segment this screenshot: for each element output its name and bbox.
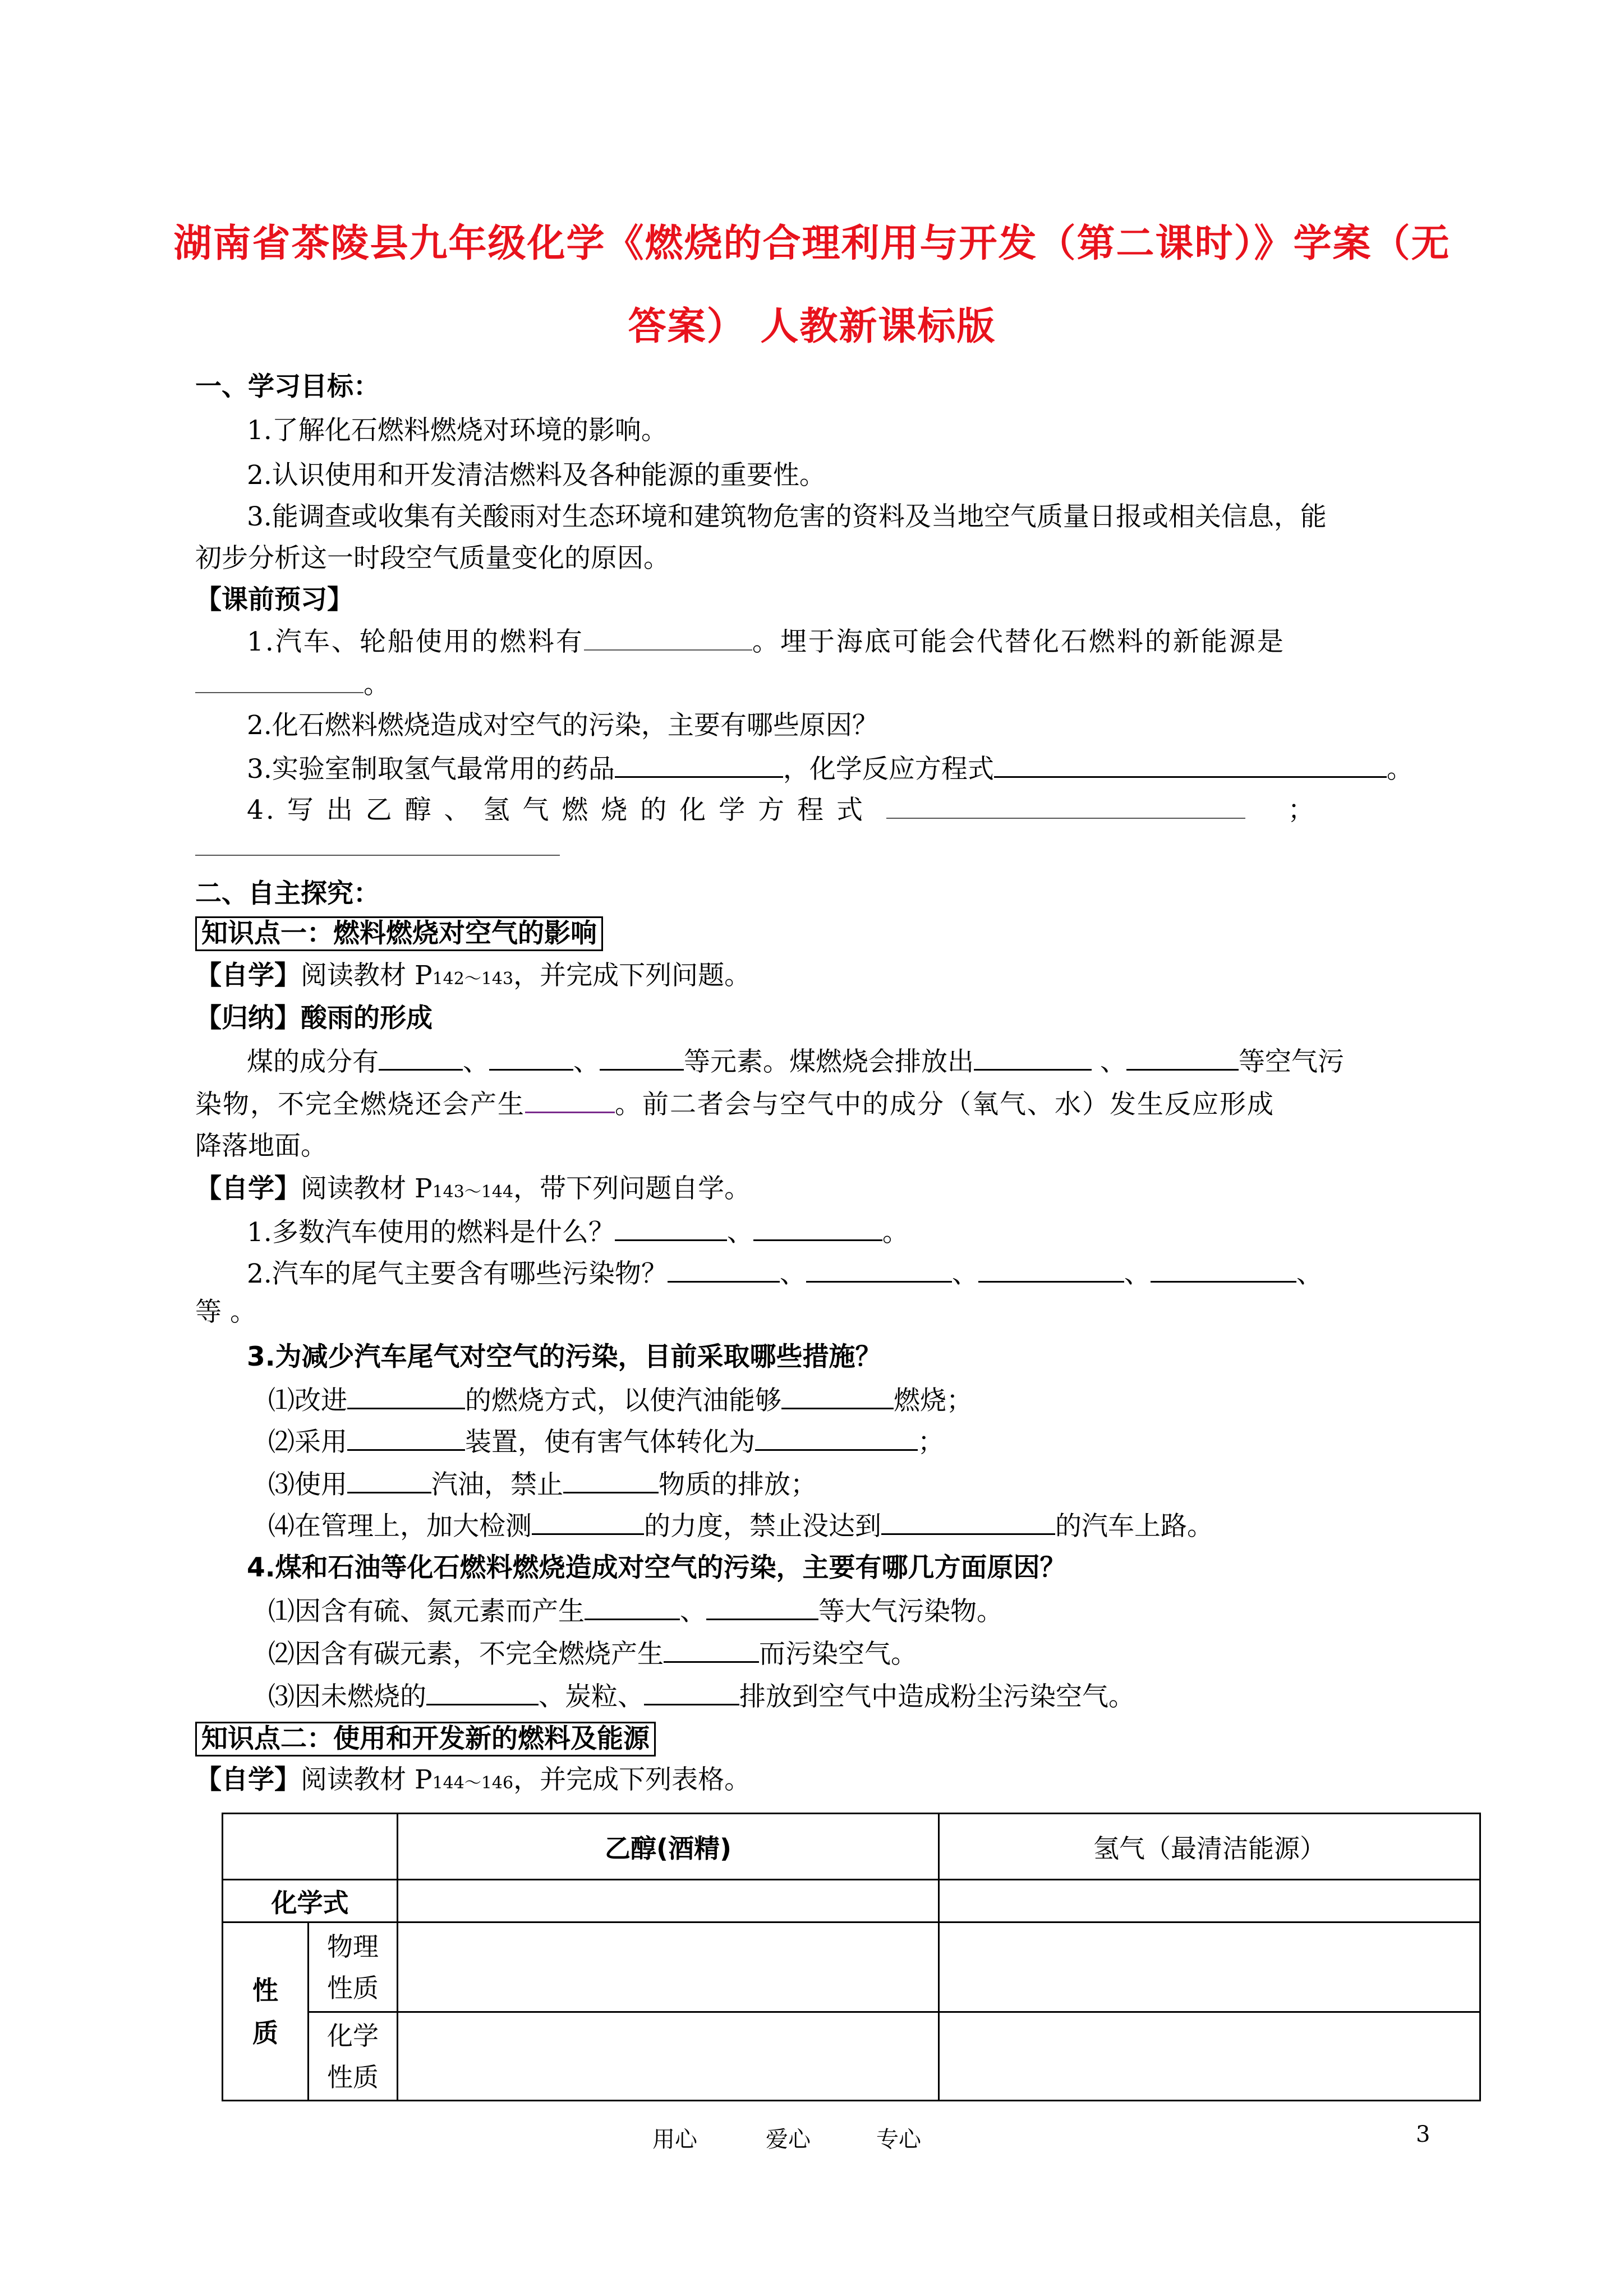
table-row-formula-label: 化学式 — [223, 1880, 398, 1922]
self-study-2-text: 阅读教材 P — [301, 1173, 433, 1204]
self-study-3-pages: 144～146 — [432, 1773, 514, 1793]
blank-measure-1a[interactable] — [347, 1383, 465, 1409]
table-header-ethanol: 乙醇(酒精) — [398, 1814, 939, 1880]
reason-2-b: 而污染空气。 — [759, 1639, 917, 1670]
measure-4-a: ⑷在管理上，加大检测 — [268, 1511, 532, 1542]
blank-incomplete-combustion[interactable] — [525, 1087, 615, 1113]
table-cell-ethanol-formula[interactable] — [398, 1880, 939, 1922]
summary — [195, 1002, 1429, 1035]
goal-3b: 初步分析这一时段空气质量变化的原因。 — [195, 543, 670, 574]
blank-measure-1b[interactable] — [781, 1383, 894, 1409]
physical-label-1: 物理 — [327, 1931, 379, 1962]
blank-car-fuel-1[interactable] — [615, 1215, 727, 1241]
blank-measure-3a[interactable] — [347, 1467, 431, 1493]
measures-question: 3.为减少汽车尾气对空气的污染，目前采取哪些措施？ — [247, 1341, 882, 1372]
blank-coal-element-1[interactable] — [379, 1044, 463, 1071]
self-study-2-pages: 143～144 — [432, 1182, 514, 1202]
car-q2-cont: 等 。 — [195, 1297, 256, 1327]
knowledge-point-1-box: 知识点一：燃料燃烧对空气的影响 — [195, 916, 603, 951]
footer-motto-2: 爱心 — [766, 2127, 811, 2152]
car-q2-sep-4: 、 — [1296, 1258, 1323, 1289]
car-q1-end: 。 — [882, 1217, 909, 1248]
blank-coal-element-2[interactable] — [489, 1044, 573, 1071]
blank-combustion-equation[interactable] — [886, 793, 1245, 819]
table-corner-cell — [223, 1814, 398, 1880]
self-study-1-rest: ，并完成下列问题。 — [513, 960, 751, 991]
coal-text-d: 等空气污 — [1238, 1046, 1344, 1077]
reason-1-a: ⑴因含有硫、氮元素而产生 — [268, 1596, 585, 1627]
coal-line-2 — [195, 1087, 1429, 1122]
blank-coal-emission-2[interactable] — [1126, 1044, 1239, 1071]
knowledge-point-1 — [195, 916, 1429, 951]
table-cell-hydrogen-chemical[interactable] — [939, 2012, 1480, 2101]
self-study-3-rest: ，并完成下列表格。 — [513, 1764, 751, 1795]
blank-hydrogen-equation[interactable] — [994, 751, 1387, 778]
preview-q1 — [247, 625, 1481, 659]
blank-coal-emission-1[interactable] — [974, 1044, 1092, 1071]
blank-measure-4a[interactable] — [532, 1509, 644, 1535]
measure-1-c: 燃烧； — [894, 1385, 973, 1416]
self-study-2 — [195, 1172, 1429, 1209]
coal-text-b: 等元素。煤燃烧会排放出 — [684, 1046, 974, 1077]
reasons-question: 4.煤和石油等化石燃料燃烧造成对空气的污染，主要有哪几方面原因？ — [247, 1552, 1066, 1583]
goal-2: 2.认识使用和开发清洁燃料及各种能源的重要性。 — [247, 460, 826, 491]
car-q2 — [247, 1256, 1481, 1291]
coal-text-a: 煤的成分有 — [247, 1046, 379, 1077]
preview-q2: 2.化石燃料燃烧造成对空气的污染，主要有哪些原因？ — [247, 710, 878, 741]
coal-line-1 — [247, 1044, 1481, 1079]
car-q2-sep-3: 、 — [1124, 1258, 1151, 1289]
property-label-1: 性 — [252, 1975, 278, 2005]
reason-1-sep: 、 — [680, 1596, 706, 1627]
reason-1-b: 等大气污染物。 — [818, 1596, 1003, 1627]
blank-exhaust-2[interactable] — [806, 1256, 952, 1283]
measure-3-a: ⑶使用 — [268, 1469, 347, 1500]
self-study-3-text: 阅读教材 P — [301, 1764, 433, 1795]
blank-exhaust-1[interactable] — [668, 1256, 780, 1283]
table-cell-hydrogen-physical[interactable] — [939, 1922, 1480, 2012]
measure-2-b: 装置，使有害气体转化为 — [465, 1427, 755, 1458]
table-row-chemical-label — [309, 2012, 398, 2101]
reason-2 — [268, 1636, 1502, 1671]
car-q2-sep-1: 、 — [779, 1258, 806, 1289]
self-study-1-tag: 【自学】 — [195, 960, 301, 991]
goal-3a: 3.能调查或收集有关酸雨对生态环境和建筑物危害的资料及当地空气质量日报或相关信息，能 — [247, 501, 1327, 532]
blank-exhaust-4[interactable] — [1151, 1256, 1296, 1283]
coal-line-3: 降落地面。 — [195, 1131, 327, 1161]
table-cell-hydrogen-formula[interactable] — [939, 1880, 1480, 1922]
section2-heading: 二、自主探究： — [195, 878, 380, 909]
self-study-1-pages: 142～143 — [432, 969, 514, 989]
preview-q1-text-a: 1.汽车、轮船使用的燃料有 — [247, 626, 584, 657]
blank-measure-4b[interactable] — [881, 1509, 1055, 1535]
self-study-3 — [195, 1763, 1429, 1800]
blank-exhaust-3[interactable] — [978, 1256, 1124, 1283]
reason-3-b: 、炭粒、 — [539, 1681, 644, 1712]
blank-car-fuel-2[interactable] — [753, 1215, 882, 1241]
self-study-2-tag: 【自学】 — [195, 1173, 301, 1204]
preview-q3-text-b: ，化学反应方程式 — [783, 754, 994, 785]
table-row-physical-label — [309, 1922, 398, 2012]
measure-3-c: 物质的排放； — [659, 1469, 817, 1500]
blank-fuel[interactable] — [584, 625, 752, 651]
document-title-line1: 湖南省茶陵县九年级化学《燃烧的合理利用与开发（第二课时）》学案（无 — [173, 222, 1451, 266]
property-label-2: 质 — [252, 2017, 278, 2048]
blank-reason-2[interactable] — [664, 1636, 759, 1663]
summary-title: 酸雨的形成 — [301, 1003, 433, 1034]
blank-measure-2b[interactable] — [755, 1424, 918, 1451]
preview-q3 — [247, 751, 1481, 786]
blank-hydrogen-reagent[interactable] — [615, 751, 783, 778]
table-cell-ethanol-chemical[interactable] — [398, 2012, 939, 2101]
measure-2-a: ⑵采用 — [268, 1427, 347, 1458]
preview-q4 — [247, 793, 1481, 827]
reason-3-c: 排放到空气中造成粉尘污染空气。 — [739, 1681, 1135, 1712]
measure-3 — [268, 1467, 1502, 1502]
footer-motto-3: 专心 — [876, 2127, 921, 2152]
measure-1-a: ⑴改进 — [268, 1385, 347, 1416]
document-title-line2: 答案） 人教新课标版 — [628, 305, 996, 349]
measure-2-c: ； — [918, 1427, 944, 1458]
coal2-text-a: 染物，不完全燃烧还会产生 — [195, 1089, 525, 1120]
measure-1-b: 的燃烧方式，以使汽油能够 — [465, 1385, 781, 1416]
physical-label-2: 性质 — [327, 1972, 379, 2003]
self-study-1-text: 阅读教材 P — [301, 960, 433, 991]
blank-reason-3a[interactable] — [426, 1679, 539, 1705]
knowledge-point-2-box: 知识点二：使用和开发新的燃料及能源 — [195, 1722, 656, 1756]
preview-q4-text: 4. 写 出 乙 醇 、 氢 气 燃 烧 的 化 学 方 程 式 — [247, 795, 865, 826]
preview-q4-end: ； — [1287, 795, 1317, 826]
footer-motto-1: 用心 — [652, 2127, 697, 2152]
measure-4 — [268, 1509, 1502, 1543]
blank-measure-2a[interactable] — [347, 1424, 465, 1451]
blank-reason-1a[interactable] — [585, 1594, 680, 1620]
preview-heading: 【课前预习】 — [195, 584, 353, 615]
car-q1 — [247, 1215, 1481, 1250]
preview-q4-cont — [195, 830, 1429, 864]
measure-2 — [268, 1424, 1502, 1459]
knowledge-point-2 — [195, 1722, 1429, 1756]
coal-sep-2: 、 — [573, 1046, 600, 1077]
car-q2-sep-2: 、 — [951, 1258, 978, 1289]
self-study-3-tag: 【自学】 — [195, 1764, 301, 1795]
measure-4-c: 的汽车上路。 — [1055, 1511, 1213, 1542]
reason-1 — [268, 1594, 1502, 1629]
reason-3 — [268, 1679, 1502, 1714]
coal-text-c: 、 — [1092, 1046, 1126, 1077]
coal2-text-b: 。前二者会与空气中的成分（氧气、水）发生反应形成 — [615, 1089, 1275, 1120]
table-cell-ethanol-physical[interactable] — [398, 1922, 939, 2012]
coal-sep-1: 、 — [463, 1046, 489, 1077]
blank-reason-3b[interactable] — [644, 1679, 739, 1705]
table-row-property-label — [223, 1922, 309, 2101]
summary-tag: 【归纳】 — [195, 1003, 301, 1034]
table-header-hydrogen: 氢气（最清洁能源） — [939, 1814, 1480, 1880]
goal-1: 1.了解化石燃料燃烧对环境的影响。 — [247, 415, 668, 446]
measure-3-b: 汽油，禁止 — [431, 1469, 563, 1500]
car-q1-text: 1.多数汽车使用的燃料是什么？ — [247, 1217, 615, 1248]
blank-measure-3b[interactable] — [563, 1467, 659, 1493]
chemical-label-2: 性质 — [327, 2062, 379, 2092]
preview-q1-end: 。 — [364, 669, 390, 700]
blank-new-energy[interactable] — [195, 667, 364, 693]
car-q1-sep: 、 — [726, 1217, 753, 1248]
preview-q1-text-b: 。埋于海底可能会代替化石燃料的新能源是 — [752, 626, 1285, 657]
car-q2-text: 2.汽车的尾气主要含有哪些污染物？ — [247, 1258, 668, 1289]
fuel-properties-table — [222, 1813, 1481, 2101]
reason-3-a: ⑶因未燃烧的 — [268, 1681, 426, 1712]
preview-q3-text-a: 3.实验室制取氢气最常用的药品 — [247, 754, 615, 785]
page-number: 3 — [1416, 2122, 1430, 2147]
self-study-2-rest: ，带下列问题自学。 — [513, 1173, 751, 1204]
measure-4-b: 的力度，禁止没达到 — [644, 1511, 881, 1542]
blank-coal-element-3[interactable] — [600, 1044, 684, 1071]
preview-q1-cont — [195, 667, 1429, 702]
reason-2-a: ⑵因含有碳元素，不完全燃烧产生 — [268, 1639, 664, 1670]
blank-combustion-equation-2[interactable] — [195, 830, 560, 856]
self-study-1 — [195, 959, 1429, 996]
preview-q3-end: 。 — [1386, 754, 1413, 785]
section1-heading: 一、学习目标： — [195, 371, 380, 402]
chemical-label-1: 化学 — [327, 2020, 379, 2051]
blank-reason-1b[interactable] — [706, 1594, 818, 1620]
measure-1 — [268, 1383, 1502, 1418]
